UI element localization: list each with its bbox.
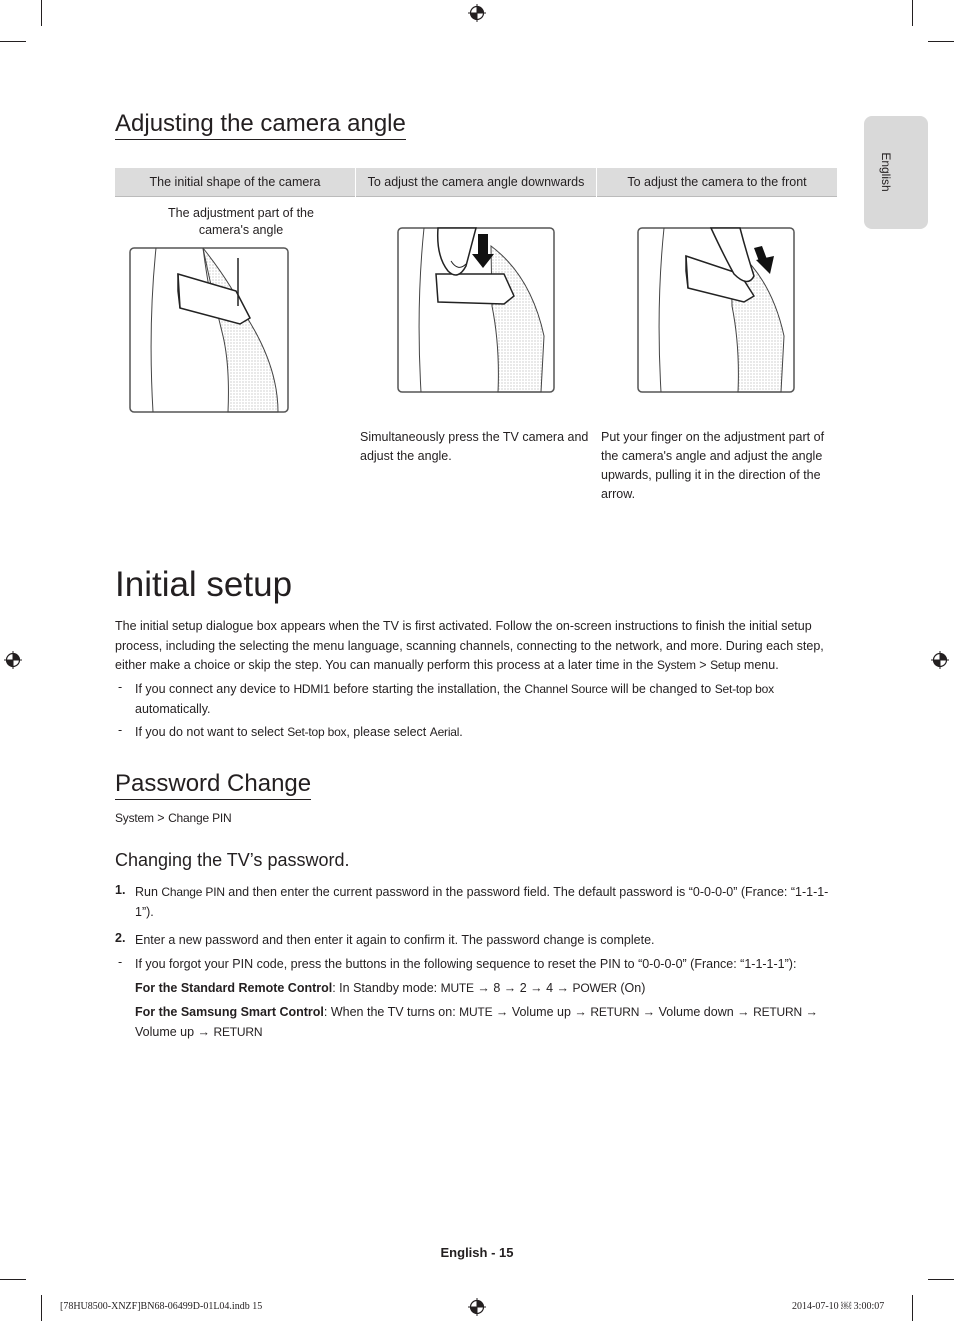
camera-downward-illustration [396, 226, 556, 394]
standard-remote-sequence [135, 979, 837, 999]
print-slug-right: 2014-07-10 ￼ 3:00:07 [792, 1301, 885, 1312]
crop-mark [41, 1295, 42, 1321]
crop-mark [0, 1279, 26, 1280]
sequence-text: → Volume up → [495, 1005, 587, 1019]
setup-note-aerial [135, 723, 837, 743]
menu-separator: > [699, 658, 707, 672]
camera-initial-illustration [128, 246, 290, 414]
setup-intro [115, 617, 837, 676]
note-text: before starting the installation, the [333, 682, 521, 696]
sequence-text: : In Standby mode: [332, 981, 438, 995]
smart-control-label: For the Samsung Smart Control [135, 1005, 324, 1019]
step-2: Enter a new password and then enter it again to confirm it. The password change is complete. [135, 933, 655, 947]
key-return: RETURN [753, 1005, 802, 1019]
key-power: POWER [572, 981, 617, 995]
crop-mark [0, 41, 26, 42]
language-tab-label: English [879, 152, 893, 192]
registration-mark-icon [468, 4, 486, 22]
password-subtitle: Changing the TV’s password. [115, 850, 350, 870]
sequence-text: → Volume down → [642, 1005, 750, 1019]
menu-separator: > [157, 811, 165, 825]
registration-mark-icon [931, 651, 949, 669]
note-dash: - [118, 680, 123, 694]
setup-intro-end: menu. [743, 658, 779, 672]
step-1 [135, 883, 837, 922]
caption-adjust-front: Put your finger on the adjustment part of the camera's angle and adjust the angle upwards, pulling it in the direction of the arrow. [601, 430, 825, 501]
menu-change-pin: Change PIN [168, 811, 232, 825]
table-header-initial-shape: The initial shape of the camera [115, 168, 355, 197]
menu-path [115, 809, 837, 829]
page-number: English - 15 [440, 1245, 514, 1260]
key-return: RETURN [590, 1005, 640, 1019]
step-number: 2. [115, 931, 126, 945]
crop-mark [928, 41, 954, 42]
note-dash: - [118, 723, 123, 737]
initial-setup-title: Initial setup [115, 565, 293, 604]
term-set-top-box: Set-top box [714, 682, 774, 696]
crop-mark [928, 1279, 954, 1280]
setup-intro-text: The initial setup dialogue box appears when the TV is first activated. Follow the on-screen instructions to finish the initial setup process, including the selecting the menu language, scanning channels, connecting to the network, and more. During each step, either make a choice or skip the step. You can manually perform this process at a later time in the [115, 619, 824, 672]
step-text: and then enter the current password in the password field. The default password is “0-0-0-0” (France: “1-1-1-1”). [135, 885, 829, 919]
table-header-adjust-down: To adjust the camera angle downwards [356, 168, 596, 197]
term-aerial: Aerial [429, 725, 460, 739]
key-mute: MUTE [440, 981, 474, 995]
note-dash: - [118, 955, 123, 969]
sequence-text: → Volume up → [135, 1005, 818, 1039]
setup-note-hdmi [135, 680, 837, 719]
sequence-text: : When the TV turns on: [323, 1005, 456, 1019]
note-text: If you do not want to select [135, 725, 284, 739]
callout-label: The adjustment part of the camera's angle [168, 206, 314, 237]
standard-remote-label: For the Standard Remote Control [135, 981, 333, 995]
camera-section-title: Adjusting the camera angle [115, 110, 406, 140]
password-section-title: Password Change [115, 770, 311, 800]
key-mute: MUTE [459, 1005, 493, 1019]
camera-front-illustration [636, 226, 796, 394]
crop-mark [912, 1295, 913, 1321]
term-change-pin: Change PIN [161, 885, 225, 899]
table-header-adjust-front: To adjust the camera to the front [597, 168, 837, 197]
step-text: Run [135, 885, 158, 899]
pin-reset-note: If you forgot your PIN code, press the buttons in the following sequence to reset the PIN to “0-0-0-0” (France: “1-1-1-1”): [135, 957, 797, 971]
crop-mark [912, 0, 913, 26]
note-text: automatically. [135, 701, 211, 716]
step-number: 1. [115, 883, 126, 897]
smart-control-sequence [135, 1003, 837, 1042]
term-set-top-box: Set-top box [287, 725, 347, 739]
key-return: RETURN [213, 1024, 263, 1039]
print-slug-left: [78HU8500-XNZF]BN68-06499D-01L04.indb 15 [60, 1301, 263, 1312]
note-text: . [459, 725, 463, 739]
sequence-text: → 8 → 2 → 4 → [477, 981, 570, 995]
menu-setup: Setup [710, 658, 741, 672]
menu-system: System [115, 811, 154, 825]
term-channel-source: Channel Source [524, 682, 608, 696]
registration-mark-icon [4, 651, 22, 669]
caption-adjust-down: Simultaneously press the TV camera and adjust the angle. [360, 430, 589, 463]
menu-system: System [656, 658, 696, 672]
term-hdmi1: HDMI1 [293, 682, 330, 696]
note-text: will be changed to [611, 682, 712, 696]
registration-mark-icon [468, 1298, 486, 1316]
note-text: , please select [346, 725, 427, 739]
language-tab [864, 116, 928, 229]
note-text: If you connect any device to [135, 682, 290, 696]
sequence-text: (On) [620, 981, 646, 995]
crop-mark [41, 0, 42, 26]
